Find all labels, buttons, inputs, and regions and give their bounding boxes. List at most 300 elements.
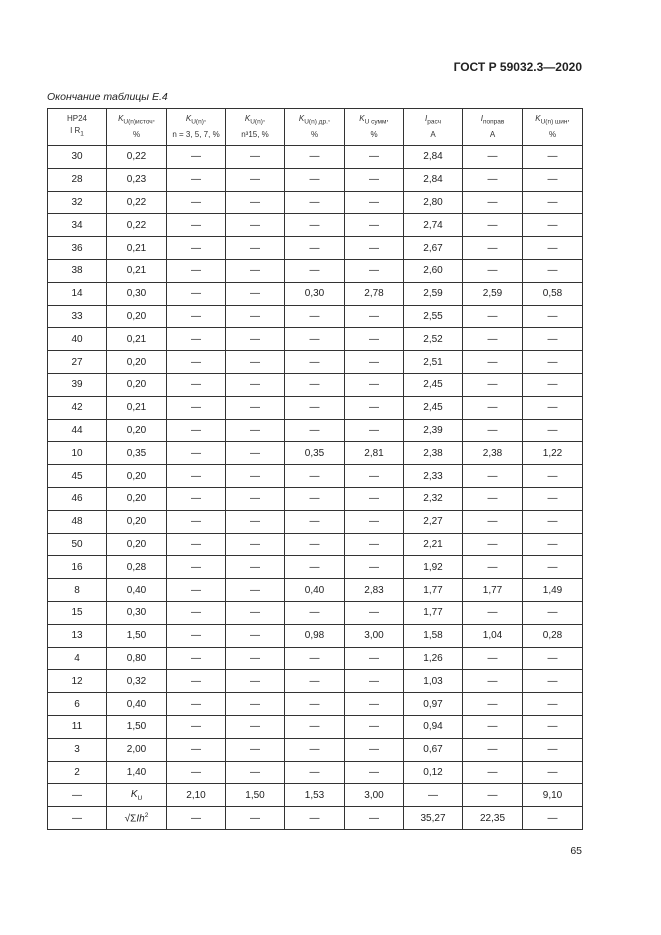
table-cell: 12 (48, 670, 107, 693)
table-cell: 0,40 (107, 693, 167, 716)
table-row (48, 647, 583, 670)
table-cell: 42 (48, 396, 107, 419)
table-cell: — (226, 305, 285, 328)
table-cell: — (226, 146, 285, 169)
table-cell: — (345, 214, 404, 237)
header-unit-subscript: 1 (80, 130, 84, 138)
table-cell: — (226, 351, 285, 374)
table-row (48, 510, 583, 533)
table-cell: — (226, 191, 285, 214)
header-symbol: I (424, 114, 428, 124)
table-cell: — (285, 693, 345, 716)
table-cell: — (523, 373, 583, 396)
table-cell: — (285, 465, 345, 488)
table-cell: — (345, 259, 404, 282)
table-cell: 0,20 (107, 419, 167, 442)
table-cell: 14 (48, 282, 107, 305)
table-cell: — (345, 533, 404, 556)
table-cell: — (345, 556, 404, 579)
table-row (48, 601, 583, 624)
table-cell: — (523, 305, 583, 328)
table-cell: — (285, 556, 345, 579)
header-line-2 (345, 129, 403, 141)
header-unit: I R (70, 126, 81, 136)
table-cell: 40 (48, 328, 107, 351)
table-cell: 35,27 (404, 807, 463, 830)
table-cell: 1,58 (404, 624, 463, 647)
table-cell: 2,74 (404, 214, 463, 237)
table-cell: 1,50 (107, 715, 167, 738)
table-cell: — (523, 487, 583, 510)
table-cell: — (285, 533, 345, 556)
table-cell: — (463, 601, 523, 624)
header-symbol: K (359, 114, 365, 124)
header-text: НР24 (66, 114, 87, 124)
column-header (404, 109, 463, 146)
table-cell: — (523, 351, 583, 374)
table-cell: — (523, 146, 583, 169)
header-punct: , (152, 114, 155, 124)
table-cell: 2,78 (345, 282, 404, 305)
table-cell: 1,92 (404, 556, 463, 579)
header-line-2 (48, 125, 106, 141)
table-cell: 0,30 (107, 282, 167, 305)
table-row (48, 373, 583, 396)
sum-power: 2 (144, 811, 149, 819)
table-cell: 0,23 (107, 168, 167, 191)
table-cell: — (285, 738, 345, 761)
table-cell: — (167, 214, 226, 237)
table-row (48, 191, 583, 214)
table-cell: — (167, 237, 226, 260)
table-cell: — (285, 761, 345, 784)
table-cell: — (463, 487, 523, 510)
header-punct: , (386, 114, 389, 124)
table-cell: — (167, 351, 226, 374)
table-cell: 0,22 (107, 146, 167, 169)
table-cell: 0,21 (107, 237, 167, 260)
table-cell: — (463, 670, 523, 693)
table-cell: — (523, 328, 583, 351)
table-cell: 1,22 (523, 442, 583, 465)
table-cell: 0,20 (107, 533, 167, 556)
table-cell: — (463, 237, 523, 260)
header-symbol: K (535, 114, 541, 124)
table-cell: — (226, 168, 285, 191)
table-caption: Окончание таблицы Е.4 (47, 91, 168, 103)
table-header (48, 109, 583, 146)
table-cell: — (167, 419, 226, 442)
table-cell: 0,20 (107, 351, 167, 374)
table-cell: 0,21 (107, 396, 167, 419)
table-cell: — (345, 419, 404, 442)
table-cell: 15 (48, 601, 107, 624)
table-cell: 0,30 (107, 601, 167, 624)
table-row (48, 487, 583, 510)
table-cell: — (226, 556, 285, 579)
table-cell: — (226, 715, 285, 738)
table-cell: — (285, 715, 345, 738)
table-cell: 4 (48, 647, 107, 670)
table-cell: — (167, 579, 226, 602)
table-cell: 0,30 (285, 282, 345, 305)
table-cell: — (167, 146, 226, 169)
table-cell: — (226, 487, 285, 510)
table-cell: — (226, 419, 285, 442)
table-row (48, 738, 583, 761)
header-line-2 (523, 129, 582, 141)
header-unit: % (370, 129, 378, 139)
ku-symbol-cell (107, 784, 167, 807)
table-cell: 2,80 (404, 191, 463, 214)
table-cell: 33 (48, 305, 107, 328)
header-line-2 (226, 129, 284, 141)
page-number: 65 (570, 845, 582, 857)
table-cell: 32 (48, 191, 107, 214)
table-cell: — (226, 373, 285, 396)
table-cell: 2,55 (404, 305, 463, 328)
header-unit: % (310, 129, 319, 139)
table-cell: 0,28 (523, 624, 583, 647)
table-cell: 2 (48, 761, 107, 784)
table-cell: — (523, 191, 583, 214)
table-cell: — (167, 191, 226, 214)
header-symbol: K (118, 114, 124, 124)
table-cell: — (345, 168, 404, 191)
table-cell: — (226, 237, 285, 260)
document-id: ГОСТ Р 59032.3—2020 (453, 60, 582, 74)
table-cell: — (48, 807, 107, 830)
table-cell: — (345, 465, 404, 488)
header-line-1 (48, 113, 106, 125)
table-cell: 9,10 (523, 784, 583, 807)
table-row (48, 624, 583, 647)
table-cell: 3 (48, 738, 107, 761)
column-header (48, 109, 107, 146)
ku-symbol: K (130, 788, 138, 800)
table-cell: — (167, 442, 226, 465)
table-cell: — (226, 761, 285, 784)
header-line-1 (345, 113, 403, 129)
table-cell: — (345, 807, 404, 830)
table-cell: 13 (48, 624, 107, 647)
table-row (48, 351, 583, 374)
table-cell: 0,35 (285, 442, 345, 465)
table-cell: 2,00 (107, 738, 167, 761)
table-cell: 0,28 (107, 556, 167, 579)
table-cell: — (463, 784, 523, 807)
header-line-2 (463, 129, 522, 141)
table-cell: 0,35 (107, 442, 167, 465)
table-cell: — (226, 647, 285, 670)
table-cell: 50 (48, 533, 107, 556)
header-line-1 (285, 113, 344, 129)
table-cell: 10 (48, 442, 107, 465)
table-cell: — (345, 601, 404, 624)
header-line-1 (226, 113, 284, 129)
table-cell: 1,77 (463, 579, 523, 602)
table-cell: 1,49 (523, 579, 583, 602)
table-cell: — (523, 237, 583, 260)
header-unit: А (489, 129, 496, 139)
table-cell: 1,04 (463, 624, 523, 647)
table-row (48, 693, 583, 716)
table-cell: — (167, 670, 226, 693)
table-cell: — (523, 259, 583, 282)
table-cell: — (167, 601, 226, 624)
table-cell: 44 (48, 419, 107, 442)
table-cell: 2,45 (404, 396, 463, 419)
table-cell: — (285, 807, 345, 830)
table-cell: — (463, 738, 523, 761)
table-cell: — (226, 259, 285, 282)
table-cell: 38 (48, 259, 107, 282)
table-cell: 36 (48, 237, 107, 260)
table-cell: — (345, 670, 404, 693)
table-cell: 1,77 (404, 579, 463, 602)
table-cell: — (523, 214, 583, 237)
table-cell: — (523, 533, 583, 556)
table-row (48, 556, 583, 579)
table-cell: — (167, 693, 226, 716)
table-cell: 2,45 (404, 373, 463, 396)
table-cell: 30 (48, 146, 107, 169)
table-row (48, 328, 583, 351)
table-cell: 0,22 (107, 191, 167, 214)
table-cell: — (285, 396, 345, 419)
table-row (48, 715, 583, 738)
table-cell: 2,10 (167, 784, 226, 807)
table-cell: 2,84 (404, 146, 463, 169)
table-cell: — (463, 693, 523, 716)
header-line-1 (404, 113, 462, 129)
table-cell: 0,67 (404, 738, 463, 761)
table-cell: — (345, 191, 404, 214)
header-unit: n = 3, 5, 7, % (172, 129, 220, 139)
table-cell: — (167, 396, 226, 419)
table-cell: 2,33 (404, 465, 463, 488)
table-cell: — (463, 465, 523, 488)
table-cell: 2,51 (404, 351, 463, 374)
table-cell: — (167, 807, 226, 830)
table-cell: 0,20 (107, 510, 167, 533)
sum-root: √Σ (124, 813, 137, 825)
table-cell: 48 (48, 510, 107, 533)
table-cell: — (523, 419, 583, 442)
header-symbol: I (480, 114, 483, 124)
table-row (48, 214, 583, 237)
table-cell: 0,20 (107, 465, 167, 488)
table-cell: — (285, 168, 345, 191)
table-cell: — (285, 305, 345, 328)
table-cell: 6 (48, 693, 107, 716)
table-cell: 2,59 (463, 282, 523, 305)
table-cell: 2,38 (404, 442, 463, 465)
table-cell: — (523, 601, 583, 624)
header-subscript: U(n) шин (540, 118, 568, 126)
table-cell: 16 (48, 556, 107, 579)
table-cell: — (285, 373, 345, 396)
table-cell: — (285, 487, 345, 510)
header-punct: , (567, 114, 570, 124)
table-cell: — (167, 328, 226, 351)
table-cell: 0,40 (285, 579, 345, 602)
table-cell: — (523, 715, 583, 738)
header-line-1 (523, 113, 582, 129)
table-cell: — (463, 510, 523, 533)
table-cell: 2,60 (404, 259, 463, 282)
table-cell: — (167, 556, 226, 579)
table-cell: — (167, 259, 226, 282)
table-cell: — (345, 647, 404, 670)
table-cell: — (523, 670, 583, 693)
header-line-2 (167, 129, 225, 141)
table-row (48, 784, 583, 807)
table-cell: 0,12 (404, 761, 463, 784)
table-cell: 0,80 (107, 647, 167, 670)
table-cell: — (345, 715, 404, 738)
sum-var: Ih (136, 813, 145, 825)
table-row (48, 396, 583, 419)
header-subscript: U(n) (250, 118, 263, 126)
table-cell: 11 (48, 715, 107, 738)
table-cell: — (226, 282, 285, 305)
table-cell: 28 (48, 168, 107, 191)
table-cell: 2,67 (404, 237, 463, 260)
table-cell: — (463, 305, 523, 328)
table-cell: 3,00 (345, 784, 404, 807)
header-punct: , (327, 114, 331, 124)
table-row (48, 465, 583, 488)
table-cell: — (285, 214, 345, 237)
table-cell: 0,21 (107, 259, 167, 282)
table-cell: — (167, 305, 226, 328)
header-line-2 (107, 129, 166, 141)
table-row (48, 282, 583, 305)
table-cell: — (226, 579, 285, 602)
table-cell: — (285, 191, 345, 214)
table-cell: 2,81 (345, 442, 404, 465)
table-cell: 0,20 (107, 305, 167, 328)
table-cell: — (463, 373, 523, 396)
table-cell: — (345, 396, 404, 419)
table-cell: — (463, 146, 523, 169)
table-cell: 45 (48, 465, 107, 488)
table-cell: — (463, 647, 523, 670)
table-cell: — (48, 784, 107, 807)
table-cell: 0,98 (285, 624, 345, 647)
column-header (285, 109, 345, 146)
table-row (48, 305, 583, 328)
header-line-1 (167, 113, 225, 129)
table-cell: 2,38 (463, 442, 523, 465)
table-row (48, 442, 583, 465)
table-cell: — (285, 237, 345, 260)
table-row (48, 807, 583, 830)
table-cell: — (345, 510, 404, 533)
header-line-1 (463, 113, 522, 129)
table-cell: — (285, 259, 345, 282)
table-cell: 2,52 (404, 328, 463, 351)
table-cell: — (345, 487, 404, 510)
table-cell: — (285, 670, 345, 693)
table-cell: 2,32 (404, 487, 463, 510)
table-cell: 1,53 (285, 784, 345, 807)
table-cell: — (463, 396, 523, 419)
table-cell: — (167, 715, 226, 738)
header-unit: % (132, 129, 141, 139)
table-cell: — (523, 647, 583, 670)
table-cell: — (285, 419, 345, 442)
table-cell: 0,22 (107, 214, 167, 237)
table-cell: 0,40 (107, 579, 167, 602)
table-cell: — (345, 738, 404, 761)
table-cell: — (463, 761, 523, 784)
sum-symbol-cell (107, 807, 167, 830)
table-cell: — (167, 465, 226, 488)
table-cell: — (523, 396, 583, 419)
table-cell: — (167, 761, 226, 784)
table-row (48, 259, 583, 282)
header-punct: , (262, 114, 266, 124)
table-cell: — (226, 328, 285, 351)
column-header (167, 109, 226, 146)
table-cell: — (463, 191, 523, 214)
table-cell: 2,84 (404, 168, 463, 191)
table-cell: — (226, 738, 285, 761)
table-cell: 1,77 (404, 601, 463, 624)
table-cell: — (226, 670, 285, 693)
table-cell: — (226, 533, 285, 556)
table-cell: — (345, 328, 404, 351)
table-cell: — (226, 396, 285, 419)
column-header (345, 109, 404, 146)
table-cell: — (167, 510, 226, 533)
table-cell: — (226, 510, 285, 533)
table-cell: — (463, 351, 523, 374)
table-cell: — (463, 259, 523, 282)
table-cell: — (167, 168, 226, 191)
table-cell: 1,50 (226, 784, 285, 807)
table-cell: 0,20 (107, 373, 167, 396)
table-cell: — (226, 693, 285, 716)
table-row (48, 237, 583, 260)
table-cell: — (463, 533, 523, 556)
table-cell: — (523, 693, 583, 716)
table-cell: — (285, 328, 345, 351)
header-subscript: поправ (482, 118, 505, 126)
table-row (48, 579, 583, 602)
table-cell: 0,32 (107, 670, 167, 693)
table-cell: — (463, 419, 523, 442)
table-cell: — (285, 351, 345, 374)
table-cell: 2,39 (404, 419, 463, 442)
table-cell: — (167, 624, 226, 647)
table-cell: 1,40 (107, 761, 167, 784)
table-cell: 1,50 (107, 624, 167, 647)
table-cell: — (226, 214, 285, 237)
header-subscript: U сумм (364, 118, 387, 126)
table-cell: 8 (48, 579, 107, 602)
column-header (523, 109, 583, 146)
table-cell: 0,97 (404, 693, 463, 716)
header-subscript: U(n)источ (123, 118, 153, 126)
header-subscript: расч (427, 118, 442, 126)
table-cell: — (167, 738, 226, 761)
table-cell: — (463, 556, 523, 579)
table-cell: — (345, 305, 404, 328)
table-cell: 22,35 (463, 807, 523, 830)
